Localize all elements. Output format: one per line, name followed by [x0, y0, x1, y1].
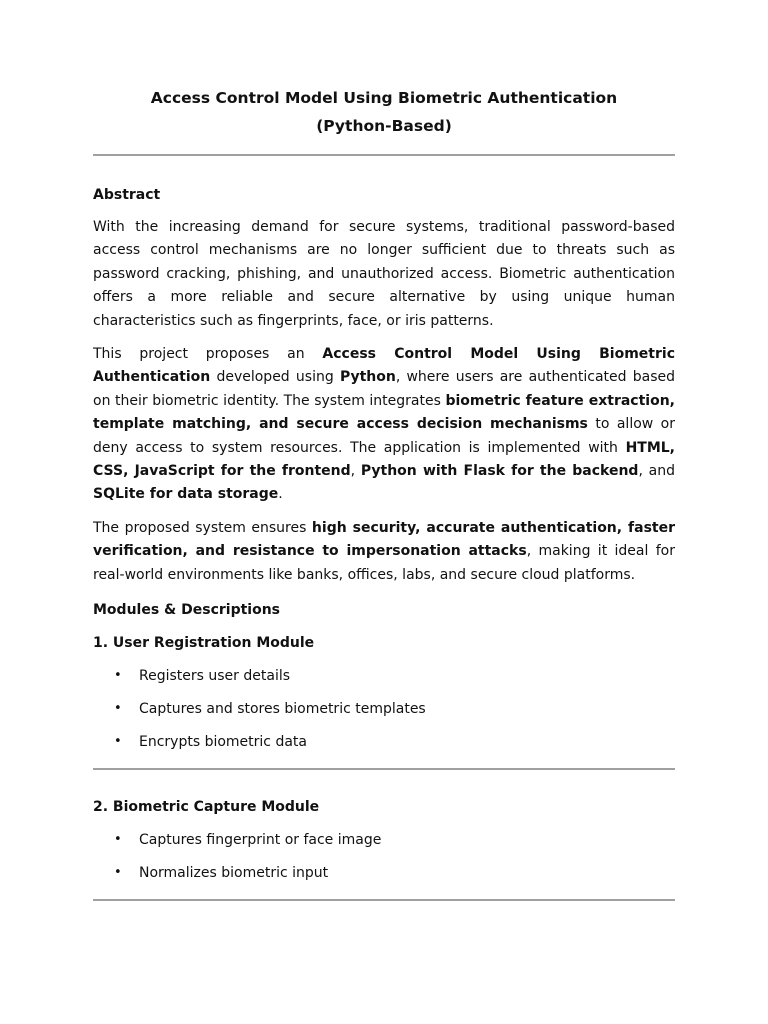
abstract-heading: Abstract [93, 187, 161, 203]
p2-bold-3: biometric feature extraction, template matching, and secure access decision mechanisms [93, 392, 676, 433]
p2-text-6: , and [638, 463, 676, 480]
p2-bold-6: SQLite for data storage [93, 486, 279, 503]
p2-text-1: This project proposes an [93, 346, 323, 363]
list-item [93, 830, 675, 850]
divider-module-1 [93, 768, 675, 770]
p3-text-1: The proposed system ensures [93, 519, 312, 536]
module-1-list [93, 666, 675, 752]
title-line-1: Access Control Model Using Biometric Authentication [150, 89, 618, 107]
list-item [93, 666, 675, 686]
list-item-text: Encrypts biometric data [139, 734, 307, 751]
bullet-icon: • [114, 734, 122, 750]
list-item [93, 732, 675, 752]
list-item [93, 863, 675, 883]
list-item [93, 699, 675, 719]
abstract-paragraph-1: With the increasing demand for secure systems, traditional password-based access control mechanisms are no longer sufficient due to threats such as password cracking, phishing, and unauthorized access. Biometric authentication offers a more reliable and secure alternative by using unique human characteristics such as fingerprints, face, or iris patterns. [93, 219, 675, 329]
p2-bold-5: Python with Flask for the backend [360, 463, 639, 480]
list-item-text: Captures and stores biometric templates [139, 701, 426, 718]
p2-text-4: to allow or deny access to system resources. The application is implemented with [93, 416, 676, 456]
p2-text-3: , where users are authenticated based on their biometric identity. The system integrates [93, 369, 675, 409]
bullet-icon: • [114, 865, 122, 881]
modules-heading: Modules & Descriptions [93, 602, 281, 619]
p2-text-5: , [350, 463, 361, 480]
list-item-text: Registers user details [139, 668, 291, 685]
module-2-heading: 2. Biometric Capture Module [93, 799, 320, 816]
p2-bold-1: Access Control Model Using Biometric Authentication [93, 346, 675, 386]
abstract-paragraph-2 [93, 343, 675, 507]
bullet-icon: • [114, 668, 122, 684]
p2-bold-4: HTML, CSS, JavaScript for the frontend [93, 439, 675, 480]
module-2-list [93, 830, 675, 883]
document-title [93, 84, 675, 140]
abstract-paragraph-3 [93, 517, 675, 587]
list-item-text: Captures fingerprint or face image [139, 832, 382, 849]
p2-text-2: developed using [210, 369, 340, 386]
divider-title [93, 154, 675, 156]
p2-bold-2: Python [339, 369, 396, 386]
bullet-icon: • [114, 832, 122, 848]
list-item-text: Normalizes biometric input [139, 865, 329, 882]
p3-text-2: , making it ideal for real-world environments like banks, offices, labs, and secure cloud platforms. [93, 543, 675, 583]
bullet-icon: • [114, 701, 122, 717]
divider-module-2 [93, 899, 675, 901]
p2-text-7: . [278, 486, 283, 503]
title-line-2: (Python-Based) [316, 117, 452, 135]
module-1-heading: 1. User Registration Module [93, 635, 315, 652]
p3-bold-1: high security, accurate authentication, faster verification, and resistance to impersonation attacks [93, 519, 676, 560]
